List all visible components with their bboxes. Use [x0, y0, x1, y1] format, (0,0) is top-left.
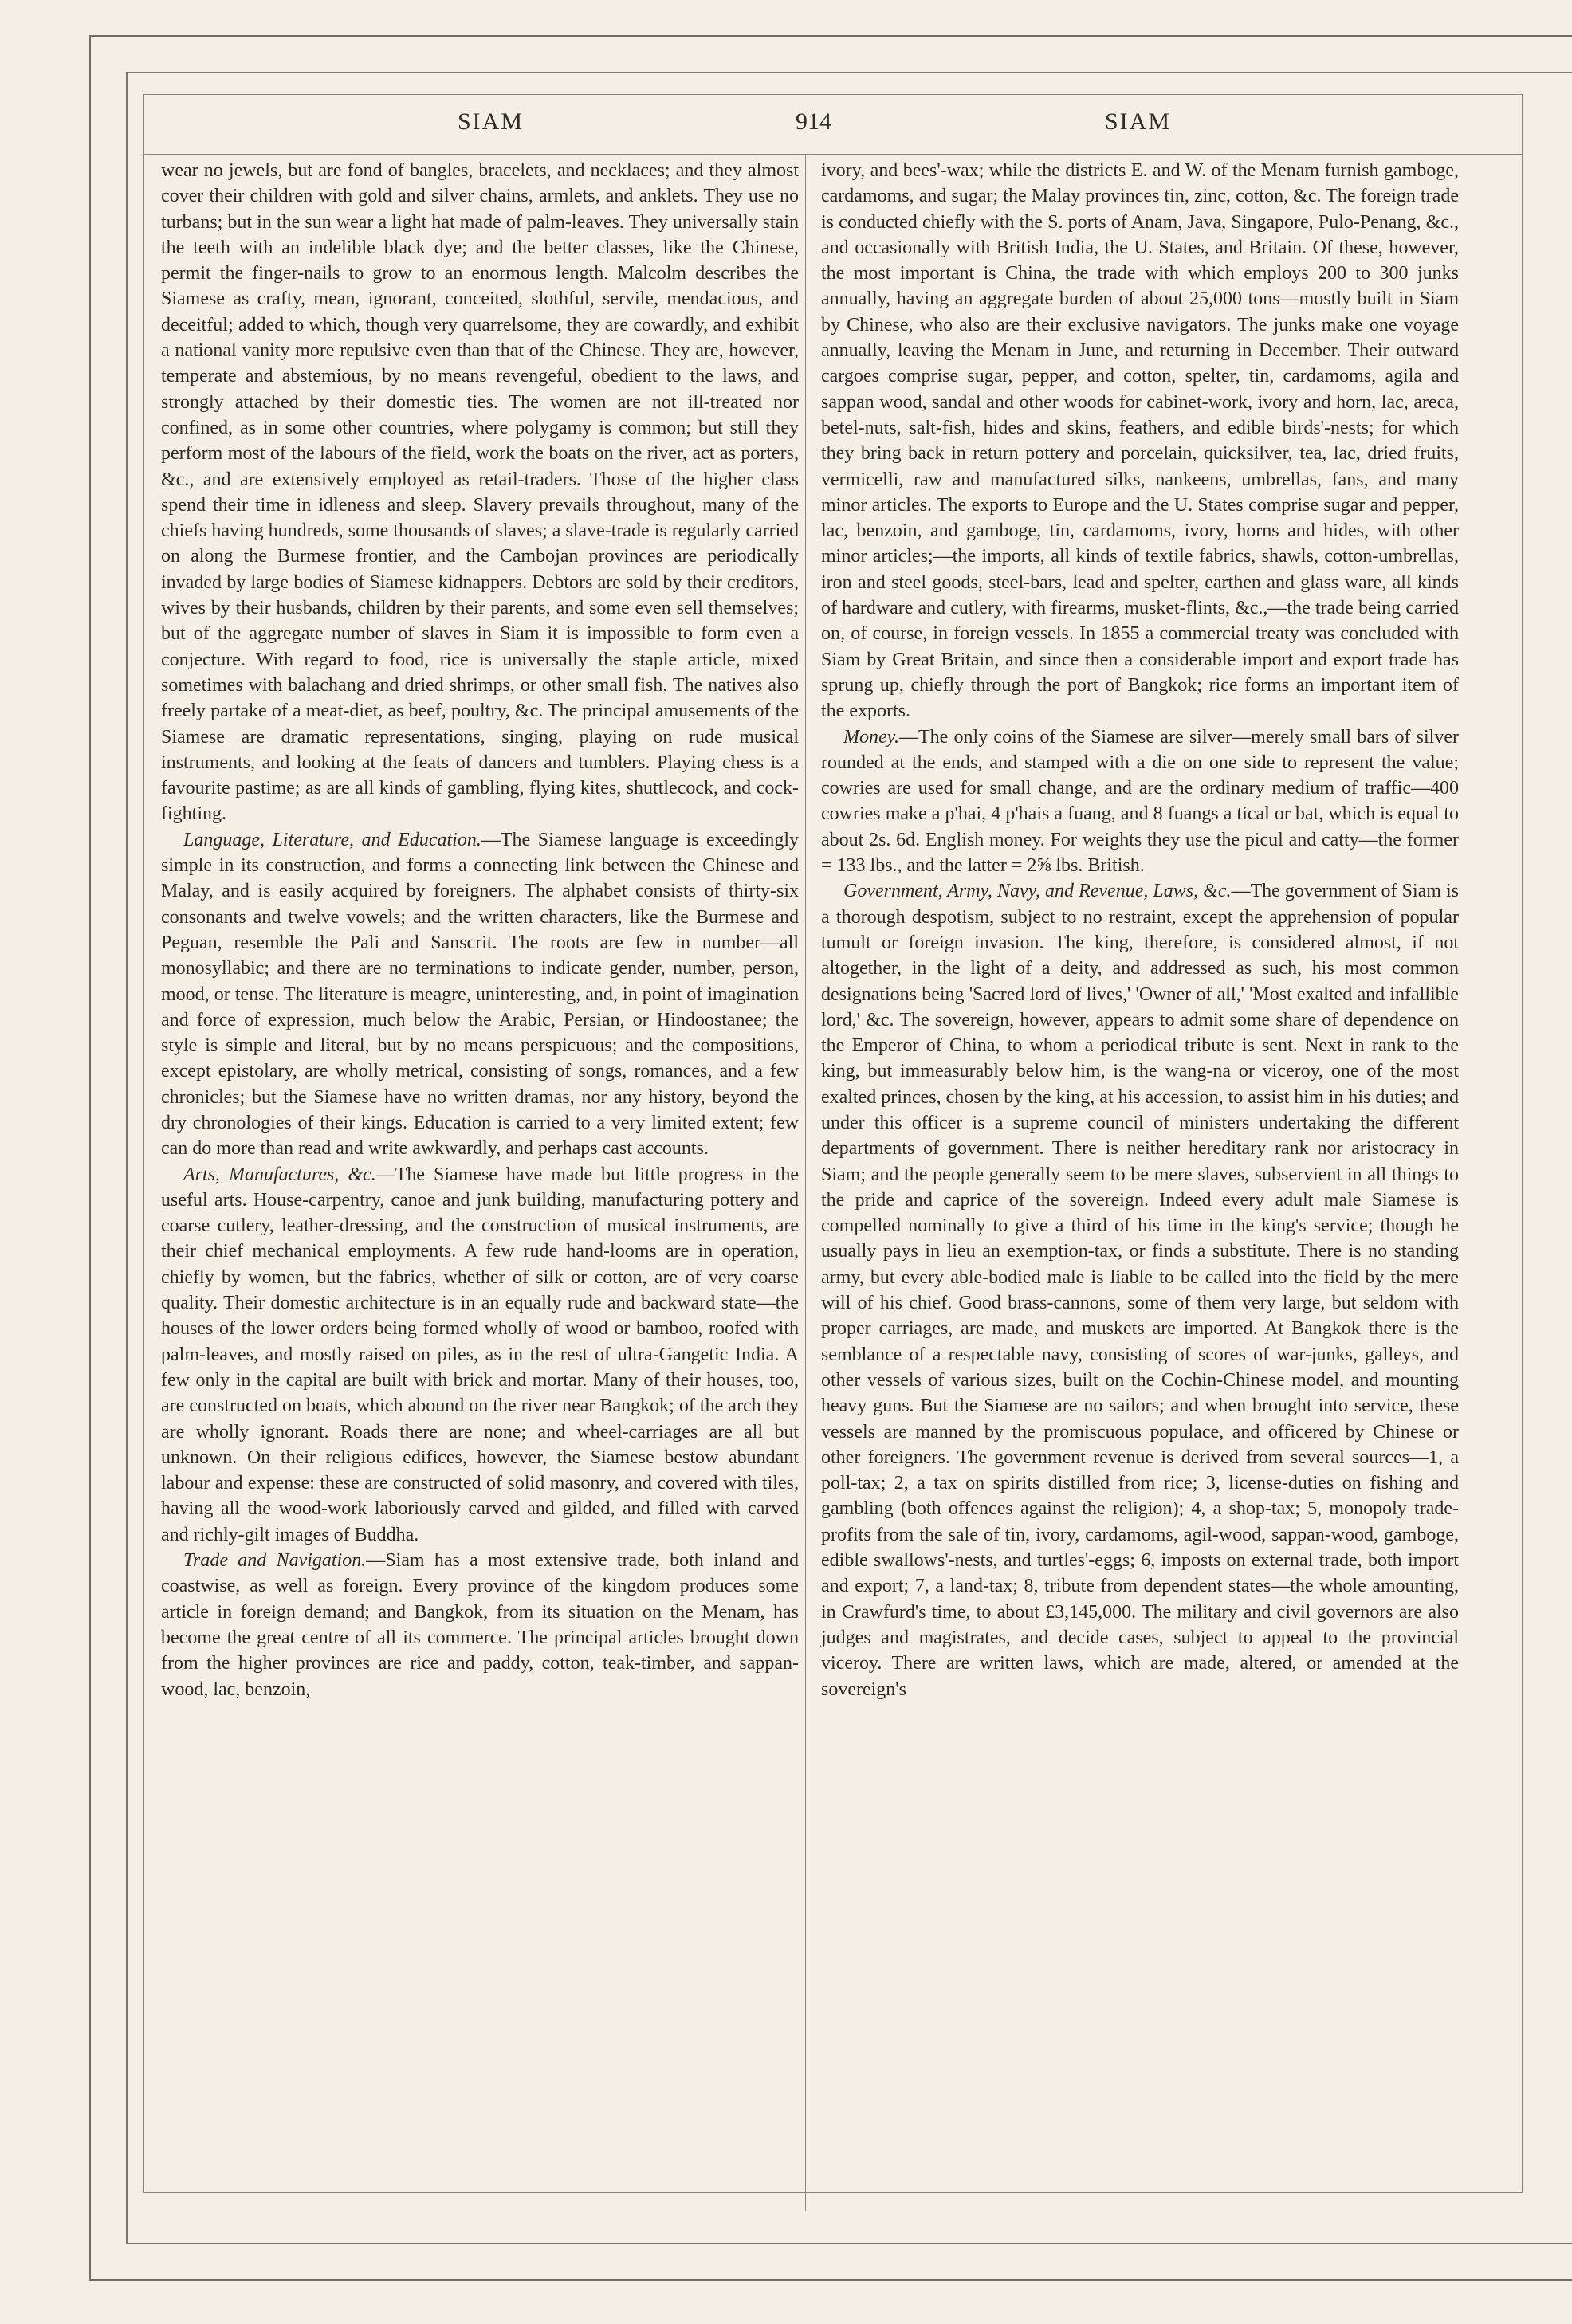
paragraph: Trade and Navigation.—Siam has a most extensive trade, both inland and coastwise, as well as foreign. Every province of the kingdom produces some article in foreign demand; and Bangkok, from its situation on the Menam, has become the great centre of all its commerce. The principal articles brought down from the higher provinces are rice and paddy, cotton, teak-timber, and sappan-wood, lac, benzoin, [161, 1550, 799, 1700]
paragraph: Arts, Manufactures, &c.—The Siamese have made but little progress in the useful arts. House-carpentry, canoe and junk building, manufacturing pottery and coarse cutlery, leather-dressing, and the construction of musical instruments, are their chief mechanical employments. A few rude hand-looms are in operation, chiefly by women, but the fabrics, whether of silk or cotton, are of very coarse quality. Their domestic architecture is in an equally rude and backward state—the houses of the lower orders being formed wholly of wood or bamboo, roofed with palm-leaves, and mostly raised on piles, as in the rest of ultra-Gangetic India. A few only in the capital are built with brick and mortar. Many of their houses, too, are constructed on boats, which abound on the river near Bangkok; of the arch they are wholly ignorant. Roads there are none; and wheel-carriages are all but unknown. On their religious edifices, however, the Siamese bestow abundant labour and expense: these are constructed of solid masonry, and covered with tiles, having all the wood-work laboriously carved and gilded, and filled with carved and richly-gilt images of Buddha. [161, 1164, 800, 1545]
paragraph: Government, Army, Navy, and Revenue, Laws, &c.—The government of Siam is a thorough despotism, subject to no restraint, except the apprehension of popular tumult or foreign invasion. The king, therefore, is considered almost, if not altogether, in the light of a deity, and addressed as such, his most common designations being 'Sacred lord of lives,' 'Owner of all,' 'Most exalted and infallible lord,' &c. The sovereign, however, appears to admit some share of dependence on the Emperor of China, to whom a periodical tribute is sent. Next in rank to the king, but immeasurably below him, is the wang-na or viceroy, one of the most exalted princes, chosen by the king, at his accession, to assist him in his duties; and under this officer is a supreme council of ministers undertaking the different departments of government. There is neither hereditary rank nor aristocracy in Siam; and the people generally seem to be mere slaves, subservient in all things to the pride and caprice of the sovereign. Indeed every adult male Siamese is compelled nominally to give a third of his time in the king's service; though he usually pays in lieu an exemption-tax, or finds a substitute. There is no standing army, but every able-bodied male is liable to be called into the field by the mere will of his chief. Good brass-cannons, some of them very large, but seldom with proper carriages, are made, and muskets are imported. At Bangkok there is the semblance of a respectable navy, consisting of scores of war-junks, galleys, and other vessels of various sizes, built on the Cochin-Chinese model, and mounting heavy guns. But the Siamese are no sailors; and when brought into service, these vessels are manned by the promiscuous populace, and officered by Chinese or other foreigners. The government revenue is derived from several sources—1, a poll-tax; 2, a tax on spirits distilled from rice; 3, license-duties on fishing and gambling (both offences against the religion); 4, a shop-tax; 5, monopoly trade-profits from the sale of tin, ivory, cardamoms, agil-wood, sappan-wood, gamboge, edible swallows'-nests, and turtles'-eggs; 6, imposts on external trade, both import and export; 7, a land-tax; 8, tribute from dependent states—the whole amounting, in Crawfurd's time, to about £3,145,000. The military and civil governors are also judges and magistrates, and decide cases, subject to appeal to the provincial viceroy. There are written laws, which are made, altered, or amended at the sovereign's [821, 881, 1459, 1700]
column-divider [805, 155, 806, 2211]
running-header [143, 97, 1523, 155]
paragraph: ivory, and bees'-wax; while the districts E. and W. of the Menam furnish gamboge, cardamoms, and sugar; the Malay provinces tin, zinc, cotton, &c. The foreign trade is conducted chiefly with the S. ports of Anam, Java, Singapore, Pulo-Penang, &c., and occasionally with British India, the U. States, and Britain. Of these, however, the most important is China, the trade with which employs 200 to 300 junks annually, having an aggregate burden of about 25,000 tons—mostly built in Siam by Chinese, who also are their exclusive navigators. The junks make one voyage annually, leaving the Menam in June, and returning in December. Their outward cargoes comprise sugar, pepper, and cotton, spelter, tin, cardamoms, agila and sappan wood, sandal and other woods for cabinet-work, ivory and horn, lac, areca, betel-nuts, salt-fish, hides and skins, feathers, and edible birds'-nests; for which they bring back in return pottery and porcelain, quicksilver, tea, lac, dried fruits, vermicelli, raw and manufactured silks, nankeens, umbrellas, fans, and many minor articles. The exports to Europe and the U. States comprise sugar and pepper, lac, benzoin, and gamboge, tin, cardamoms, ivory, horns and hides, with other minor articles;—the imports, all kinds of textile fabrics, shawls, cotton-umbrellas, iron and steel goods, steel-bars, lead and spelter, earthen and glass ware, all kinds of hardware and cutlery, with firearms, musket-flints, &c.,—the trade being carried on, of course, in foreign vessels. In 1855 a commercial treaty was concluded with Siam by Great Britain, and since then a considerable import and export trade has sprung up, chiefly through the port of Bangkok; rice forms an important item of the exports. [821, 160, 1459, 722]
section-heading: Money. [843, 726, 899, 748]
header-left-title: SIAM [458, 108, 525, 135]
paragraph: Language, Literature, and Education.—The Siamese language is exceedingly simple in its construction, and forms a connecting link between the Chinese and Malay, and is easily acquired by foreigners. The alphabet consists of thirty-six consonants and twelve vowels; and the written characters, like the Burmese and Peguan, resemble the Pali and Sanscrit. The roots are few in number—all monosyllabic; and there are no terminations to indicate gender, number, person, mood, or tense. The literature is meagre, uninteresting, and, in point of imagination and force of expression, much below the Arabic, Persian, or Hindoostanee; the style is simple and literal, but by no means perspicuous; and the compositions, except epistolary, are wholly metrical, consisting of songs, romances, and a few chronicles; but the Siamese have no written dramas, nor any history, beyond the dry chronologies of their kings. Education is carried to a very limited extent; few can do more than read and write awkwardly, and perhaps cast accounts. [161, 829, 800, 1160]
right-column [821, 158, 1459, 1702]
section-heading: Trade and Navigation. [183, 1550, 367, 1572]
header-right-title: SIAM [1105, 108, 1172, 135]
page-number: 914 [796, 108, 831, 135]
paragraph: Money.—The only coins of the Siamese are silver—merely small bars of silver rounded at the ends, and stamped with a die on one side to represent the value; cowries are used for small change, and are the ordinary medium of traffic—400 cowries make a p'hai, 4 p'hais a fuang, and 8 fuangs a tical or bat, which is equal to about 2s. 6d. English money. For weights they use the picul and catty—the former = 133 lbs., and the latter = 2⅝ lbs. British. [821, 726, 1459, 877]
section-heading: Language, Literature, and Education. [183, 829, 481, 850]
left-column [161, 158, 799, 1702]
paragraph: wear no jewels, but are fond of bangles, bracelets, and necklaces; and they almost cover their children with gold and silver chains, armlets, and anklets. They use no turbans; but in the sun wear a light hat made of palm-leaves. They universally stain the teeth with an indelible black dye; and the better classes, like the Chinese, permit the finger-nails to grow to an enormous length. Malcolm describes the Siamese as crafty, mean, ignorant, conceited, slothful, servile, mendacious, and deceitful; added to which, though very quarrelsome, they are cowardly, and exhibit a national vanity more repulsive even than that of the Chinese. They are, however, temperate and abstemious, by no means revengeful, obedient to the laws, and strongly attached by their domestic ties. The women are not ill-treated nor confined, as in some other countries, where polygamy is common; but still they perform most of the labours of the field, work the boats on the river, act as porters, &c., and are extensively employed as retail-traders. Those of the higher class spend their time in idleness and sleep. Slavery prevails throughout, many of the chiefs having hundreds, some thousands of slaves; a slave-trade is regularly carried on along the Burmese frontier, and the Cambojan provinces are periodically invaded by large bodies of Siamese kidnappers. Debtors are sold by their creditors, wives by their husbands, children by their parents, and some even sell themselves; but of the aggregate number of slaves in Siam it is impossible to form even a conjecture. With regard to food, rice is universally the staple article, mixed sometimes with balachang and dried shrimps, or other small fish. The natives also freely partake of a meat-diet, as beef, poultry, &c. The principal amusements of the Siamese are dramatic representations, singing, playing on rude musical instruments, and looking at the feats of dancers and tumblers. Playing chess is a favourite pastime; as are all kinds of gambling, flying kites, shuttlecock, and cock-fighting. [161, 160, 799, 825]
section-heading: Arts, Manufactures, &c. [183, 1164, 376, 1185]
section-heading: Government, Army, Navy, and Revenue, Laws, &c. [843, 881, 1232, 902]
